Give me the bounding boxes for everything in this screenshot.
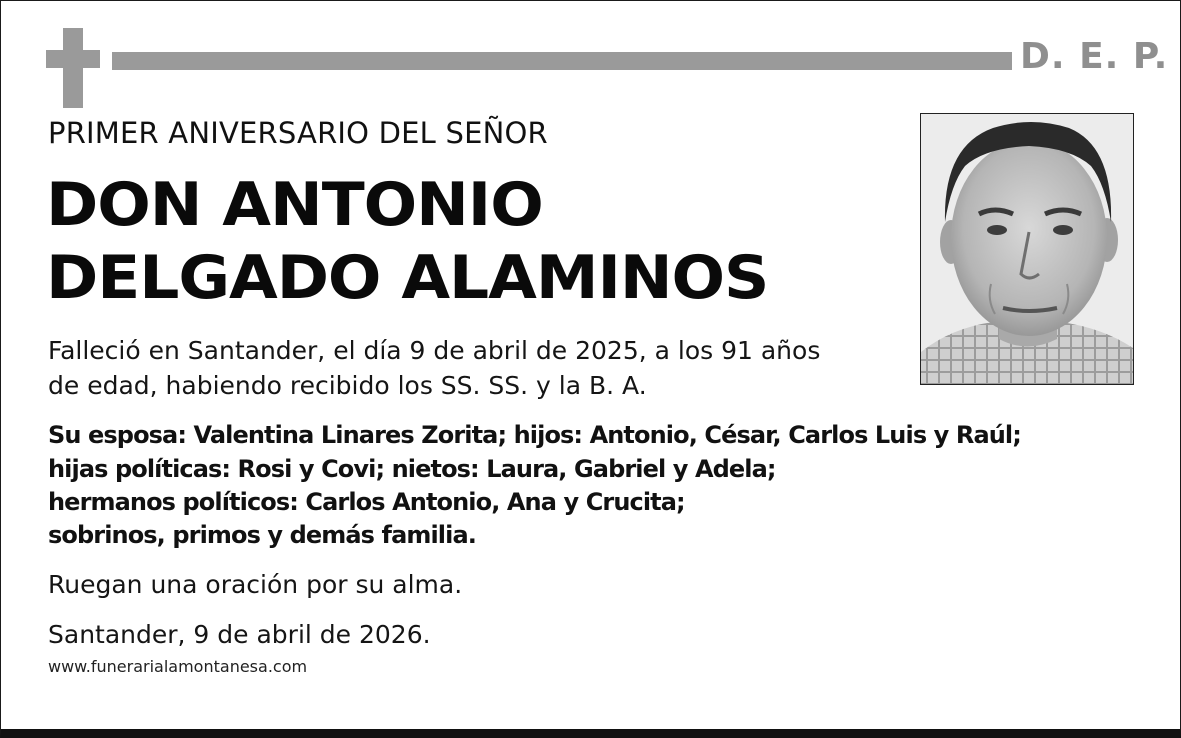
place-and-date: Santander, 9 de abril de 2026. [48,620,431,649]
deceased-portrait-photo [920,113,1134,385]
family-line2: hijas políticas: Rosi y Covi; nietos: Laura, Gabriel y Adela; [48,455,776,483]
death-info-line2: de edad, habiendo recibido los SS. SS. y la B. A. [48,371,647,400]
funeral-home-website: www.funerarialamontanesa.com [48,657,308,676]
cross-icon [46,28,100,108]
deceased-name-line1: DON ANTONIO [46,170,543,240]
death-info-line1: Falleció en Santander, el día 9 de abril de 2025, a los 91 años [48,336,821,365]
family-line1: Su esposa: Valentina Linares Zorita; hijos: Antonio, César, Carlos Luis y Raúl; [48,421,1021,449]
prayer-request: Ruegan una oración por su alma. [48,570,463,599]
family-line3: hermanos políticos: Carlos Antonio, Ana y Crucita; [48,488,685,516]
family-line4: sobrinos, primos y demás familia. [48,521,476,549]
dep-label: D. E. P. [1020,36,1169,77]
header-rule [112,52,1012,70]
deceased-name-line2: DELGADO ALAMINOS [46,243,769,313]
anniversary-subtitle: PRIMER ANIVERSARIO DEL SEÑOR [48,116,548,150]
